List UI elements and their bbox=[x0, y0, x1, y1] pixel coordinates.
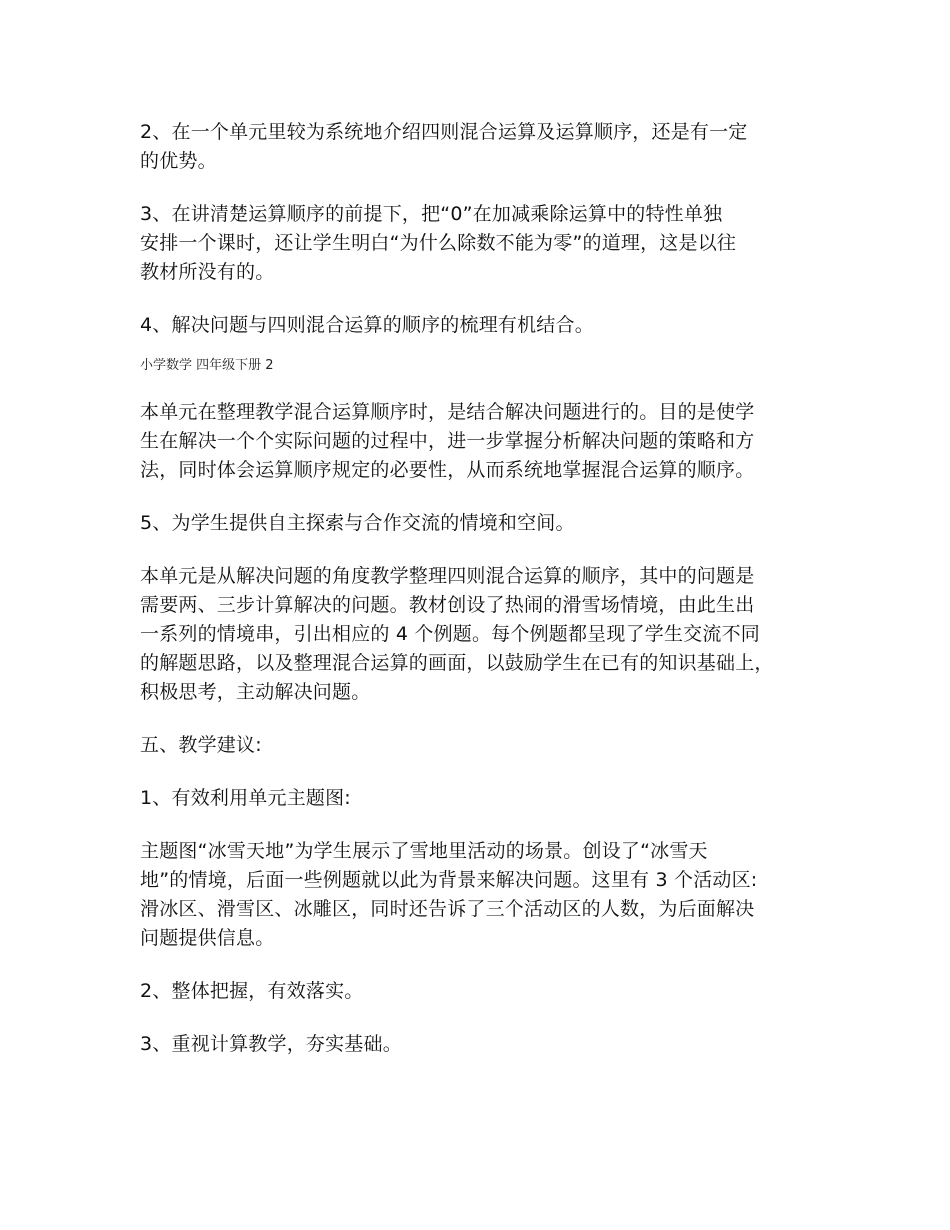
point-5-detail bbox=[140, 562, 830, 707]
text-line: 小学数学 四年级下册 2 bbox=[140, 358, 274, 373]
suggestion-3 bbox=[140, 1030, 830, 1059]
text-line: 的优势。 bbox=[140, 150, 217, 172]
document-page bbox=[140, 118, 830, 1083]
suggestion-1 bbox=[140, 784, 830, 813]
text-line: 一系列的情境串，引出相应的 4 个例题。每个例题都呈现了学生交流不同 bbox=[140, 623, 760, 645]
text-line: 需要两、三步计算解决的问题。教材创设了热闹的滑雪场情境，由此生出 bbox=[140, 594, 755, 616]
text-line: 安排一个课时，还让学生明白“为什么除数不能为零”的道理，这是以往 bbox=[140, 232, 737, 254]
suggestion-1-detail bbox=[140, 837, 830, 953]
text-line: 1、有效利用单元主题图: bbox=[140, 787, 351, 809]
text-line: 积极思考，主动解决问题。 bbox=[140, 681, 371, 703]
point-4 bbox=[140, 311, 830, 340]
text-line: 本单元在整理教学混合运算顺序时，是结合解决问题进行的。目的是使学 bbox=[140, 401, 755, 423]
text-line: 主题图“冰雪天地”为学生展示了雪地里活动的场景。创设了“冰雪天 bbox=[140, 840, 708, 862]
text-line: 地”的情境，后面一些例题就以此为背景来解决问题。这里有 3 个活动区: bbox=[140, 869, 758, 891]
text-line: 3、重视计算教学，夯实基础。 bbox=[140, 1033, 402, 1055]
point-3 bbox=[140, 200, 830, 287]
text-line: 本单元是从解决问题的角度教学整理四则混合运算的顺序，其中的问题是 bbox=[140, 565, 755, 587]
text-line: 的解题思路，以及整理混合运算的画面，以鼓励学生在已有的知识基础上， bbox=[140, 652, 774, 674]
text-line: 法，同时体会运算顺序规定的必要性，从而系统地掌握混合运算的顺序。 bbox=[140, 459, 755, 481]
suggestion-2 bbox=[140, 977, 830, 1006]
text-line: 5、为学生提供自主探索与合作交流的情境和空间。 bbox=[140, 512, 575, 534]
text-line: 2、整体把握，有效落实。 bbox=[140, 980, 364, 1002]
text-line: 4、解决问题与四则混合运算的顺序的梳理有机结合。 bbox=[140, 314, 594, 336]
text-line: 问题提供信息。 bbox=[140, 927, 275, 949]
page-footer-note bbox=[140, 356, 830, 376]
text-line: 3、在讲清楚运算顺序的前提下，把“0”在加减乘除运算中的特性单独 bbox=[140, 203, 723, 225]
text-line: 2、在一个单元里较为系统地介绍四则混合运算及运算顺序，还是有一定 bbox=[140, 121, 748, 143]
text-line: 生在解决一个个实际问题的过程中，进一步掌握分析解决问题的策略和方 bbox=[140, 430, 755, 452]
point-5 bbox=[140, 509, 830, 538]
text-line: 教材所没有的。 bbox=[140, 261, 275, 283]
section-5-heading bbox=[140, 731, 830, 760]
point-2 bbox=[140, 118, 830, 176]
text-line: 五、教学建议: bbox=[140, 734, 262, 756]
point-4-detail bbox=[140, 398, 830, 485]
text-line: 滑冰区、滑雪区、冰雕区，同时还告诉了三个活动区的人数，为后面解决 bbox=[140, 898, 755, 920]
